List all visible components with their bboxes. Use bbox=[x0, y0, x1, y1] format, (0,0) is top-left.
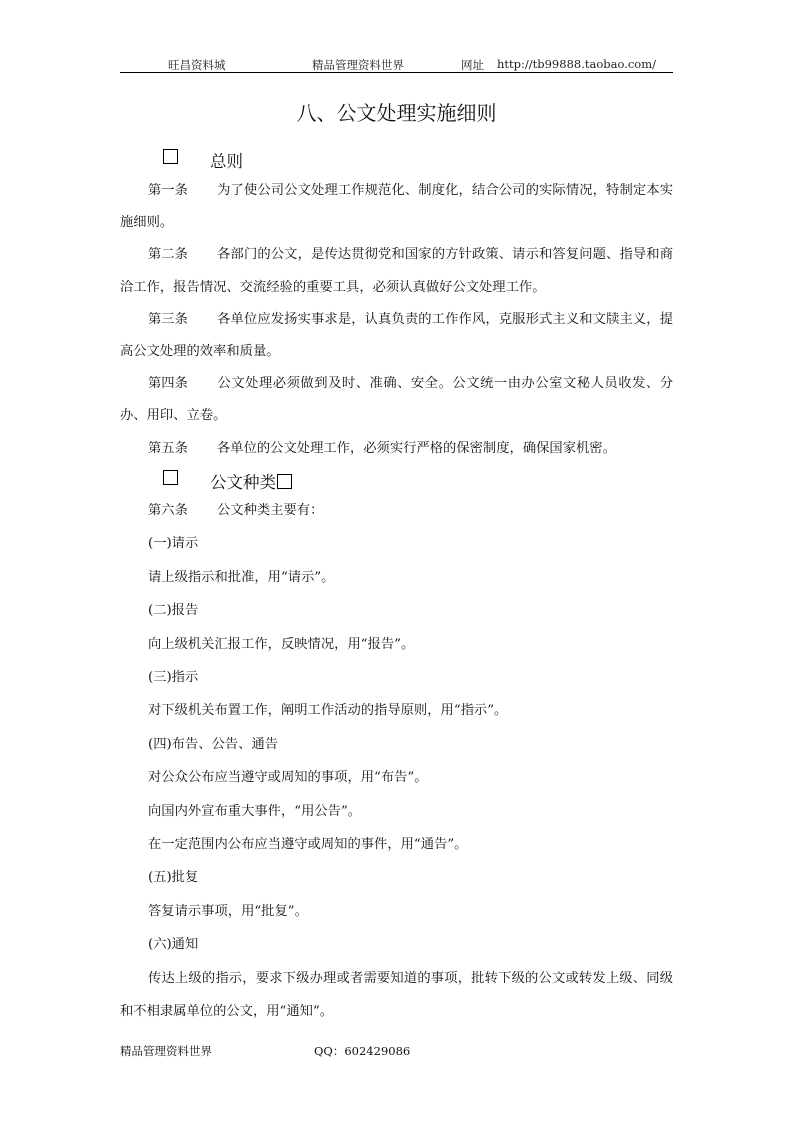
list-item: 向国内外宣布重大事件，“用公告”。 bbox=[148, 803, 362, 819]
list-item: 请上级指示和批准，用“请示”。 bbox=[148, 569, 335, 585]
article: 第四条 公文处理必须做到及时、准确、安全。公文统一由办公室文秘人员收发、分办、用印、立卷。 bbox=[120, 376, 673, 424]
list-item: 对公众公布应当遵守或周知的事项，用“布告”。 bbox=[148, 770, 428, 786]
list-item: 传达上级的指示，要求下级办理或者需要知道的事项，批转下级的公文或转发上级、同级和不相隶属单位的公文，用“通知”。 bbox=[120, 970, 673, 1020]
header-url[interactable]: http://tb99888.taobao.com/ bbox=[497, 57, 656, 71]
article: 第五条 各单位的公文处理工作，必须实行严格的保密制度，确保国家机密。 bbox=[148, 440, 616, 456]
article: 第三条 各单位应发扬实事求是，认真负责的工作作风，克服形式主义和文牍主义，提高公文处理的效率和质量。 bbox=[120, 311, 673, 360]
checkbox-square-icon bbox=[163, 470, 178, 485]
list-item: (六)通知 bbox=[148, 937, 199, 953]
list-item: 向上级机关汇报工作，反映情况，用“报告”。 bbox=[148, 636, 415, 652]
header-center: 精品管理资料世界 bbox=[312, 58, 404, 72]
header-left: 旺昌资料城 bbox=[168, 58, 226, 72]
header-divider bbox=[120, 72, 673, 73]
page-title: 八、公文处理实施细则 bbox=[296, 101, 497, 125]
footer-qq: QQ：602429086 bbox=[314, 1044, 411, 1058]
list-item: 在一定范围内公布应当遵守或周知的事件，用“通告”。 bbox=[148, 837, 468, 853]
checkbox-square-icon bbox=[163, 149, 178, 164]
article: 第六条 公文种类主要有： bbox=[148, 503, 324, 518]
article: 第一条 为了使公司公文处理工作规范化、制度化，结合公司的实际情况，特制定本实施细则。 bbox=[120, 183, 673, 231]
footer-left: 精品管理资料世界 bbox=[120, 1044, 212, 1058]
list-item: 对下级机关布置工作，阐明工作活动的指导原则，用“指示”。 bbox=[148, 703, 508, 719]
list-item: 答复请示事项，用“批复”。 bbox=[148, 903, 308, 919]
header-url-label: 网址 bbox=[461, 58, 484, 72]
list-item: (一)请示 bbox=[148, 536, 199, 552]
list-item: (五)批复 bbox=[148, 870, 199, 886]
article: 第二条 各部门的公文，是传达贯彻党和国家的方针政策、请示和答复问题、指导和商洽工作，报告情况、交流经验的重要工具，必须认真做好公文处理工作。 bbox=[120, 247, 673, 295]
section-heading: 总则 bbox=[163, 148, 178, 167]
section-heading: 公文种类 bbox=[163, 469, 178, 488]
list-item: (三)指示 bbox=[148, 670, 199, 686]
checkbox-square-icon bbox=[277, 474, 292, 489]
list-item: (四)布告、公告、通告 bbox=[148, 736, 279, 752]
section-general bbox=[120, 175, 673, 465]
section-types bbox=[120, 494, 673, 1029]
list-item: (二)报告 bbox=[148, 603, 199, 619]
